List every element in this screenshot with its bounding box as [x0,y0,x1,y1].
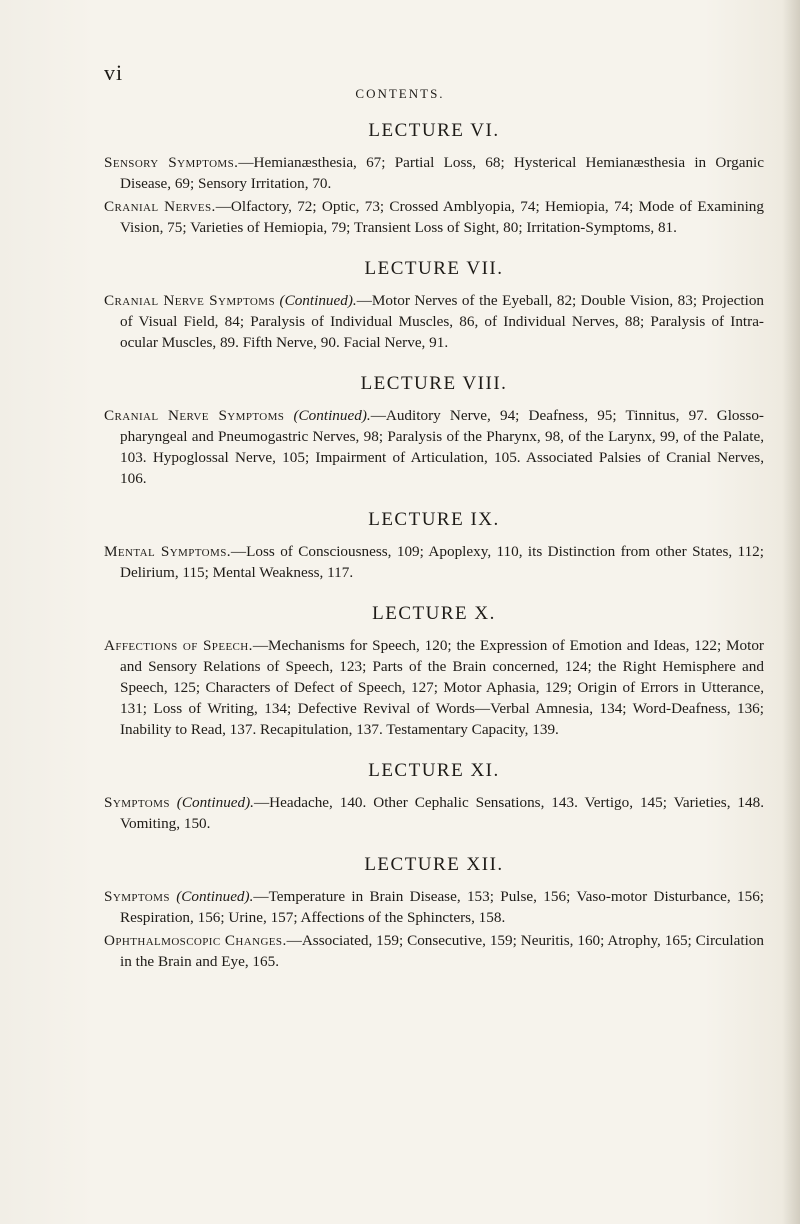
lecture-vi [104,120,764,238]
contents-body [104,120,764,992]
entry-text: —Temperature in Brain Disease, 153; Pulse, 156; Vaso-motor Disturbance, 156; Respiration, 156; Urine, 157; Affections of the Sphincters, 158. [120,888,765,926]
entry-topic: Symptoms [104,794,170,811]
contents-entry [104,152,764,194]
lecture-heading: LECTURE VI. [368,120,500,141]
lecture-heading: LECTURE IX. [368,509,500,530]
running-head: CONTENTS. [355,86,445,101]
page-number: vi [104,60,124,85]
entry-text: —Auditory Nerve, 94; Deafness, 95; Tinnitus, 97. Glosso-pharyngeal and Pneumogastric Nerves, 98; Paralysis of the Pharynx, 98, of the Larynx, 99, of the Palate, 103. Hypoglossal Nerve, 105; Impairment of Articulation, 105. Associated Palsies of Cranial Nerves, 106. [120,407,764,487]
contents-entry [104,886,764,928]
entry-topic: Symptoms [104,888,170,905]
entry-topic: Ophthalmoscopic Changes. [104,932,287,949]
entry-topic: Cranial Nerve Symptoms [104,292,275,309]
entry-continued: (Continued). [176,794,254,811]
entry-text: —Associated, 159; Consecutive, 159; Neuritis, 160; Atrophy, 165; Circulation in the Brain and Eye, 165. [120,932,764,970]
entry-text: —Hemianæsthesia, 67; Partial Loss, 68; Hysterical Hemianæsthesia in Organic Disease, 69; Sensory Irritation, 70. [120,154,764,192]
entry-topic: Sensory Symptoms. [104,154,239,171]
contents-entry [104,405,764,489]
entry-topic: Affections of Speech. [104,637,253,654]
entry-text: —Mechanisms for Speech, 120; the Expression of Emotion and Ideas, 122; Motor and Sensory Relations of Speech, 123; Parts of the Brain concerned, 124; the Right Hemisphere and Speech, 125; Characters of Defect of Speech, 127; Motor Aphasia, 129; Origin of Errors in Utterance, 131; Loss of Writing, 134; Defective Revival of Words—Verbal Amnesia, 134; Word-Deafness, 136; Inability to Read, 137. Recapitulation, 137. Testamentary Capacity, 139. [120,637,764,738]
page-edge-shadow [782,0,800,1224]
contents-entry [104,930,764,972]
lecture-xii [104,854,764,972]
contents-entry [104,541,764,583]
entry-topic: Cranial Nerves. [104,198,216,215]
contents-entry [104,792,764,834]
contents-entry [104,196,764,238]
lecture-heading: LECTURE VIII. [360,373,508,394]
lecture-ix [104,509,764,583]
lecture-heading: LECTURE XII. [364,854,504,875]
lecture-viii [104,373,764,489]
lecture-vii [104,258,764,353]
lecture-x [104,603,764,740]
lecture-heading: LECTURE VII. [364,258,504,279]
entry-text: —Olfactory, 72; Optic, 73; Crossed Amblyopia, 74; Hemiopia, 74; Mode of Examining Vision, 75; Varieties of Hemiopia, 79; Transient Loss of Sight, 80; Irritation-Symptoms, 81. [120,198,764,236]
lecture-heading: LECTURE X. [372,603,496,624]
entry-continued: (Continued). [176,888,254,905]
lecture-xi [104,760,764,834]
entry-text: —Motor Nerves of the Eyeball, 82; Double Vision, 83; Projection of Visual Field, 84; Paralysis of Individual Muscles, 86, of Individual Nerves, 88; Paralysis of Intra-ocular Muscles, 89. Fifth Nerve, 90. Facial Nerve, 91. [120,292,765,351]
entry-continued: (Continued). [293,407,371,424]
entry-continued: (Continued). [279,292,357,309]
entry-topic: Cranial Nerve Symptoms [104,407,285,424]
entry-text: —Loss of Consciousness, 109; Apoplexy, 110, its Distinction from other States, 112; Delirium, 115; Mental Weakness, 117. [120,543,764,581]
entry-text: —Headache, 140. Other Cephalic Sensations, 143. Vertigo, 145; Varieties, 148. Vomiting, 150. [120,794,765,832]
contents-entry [104,635,764,740]
lecture-heading: LECTURE XI. [368,760,500,781]
contents-entry [104,290,764,353]
entry-topic: Mental Symptoms. [104,543,231,560]
